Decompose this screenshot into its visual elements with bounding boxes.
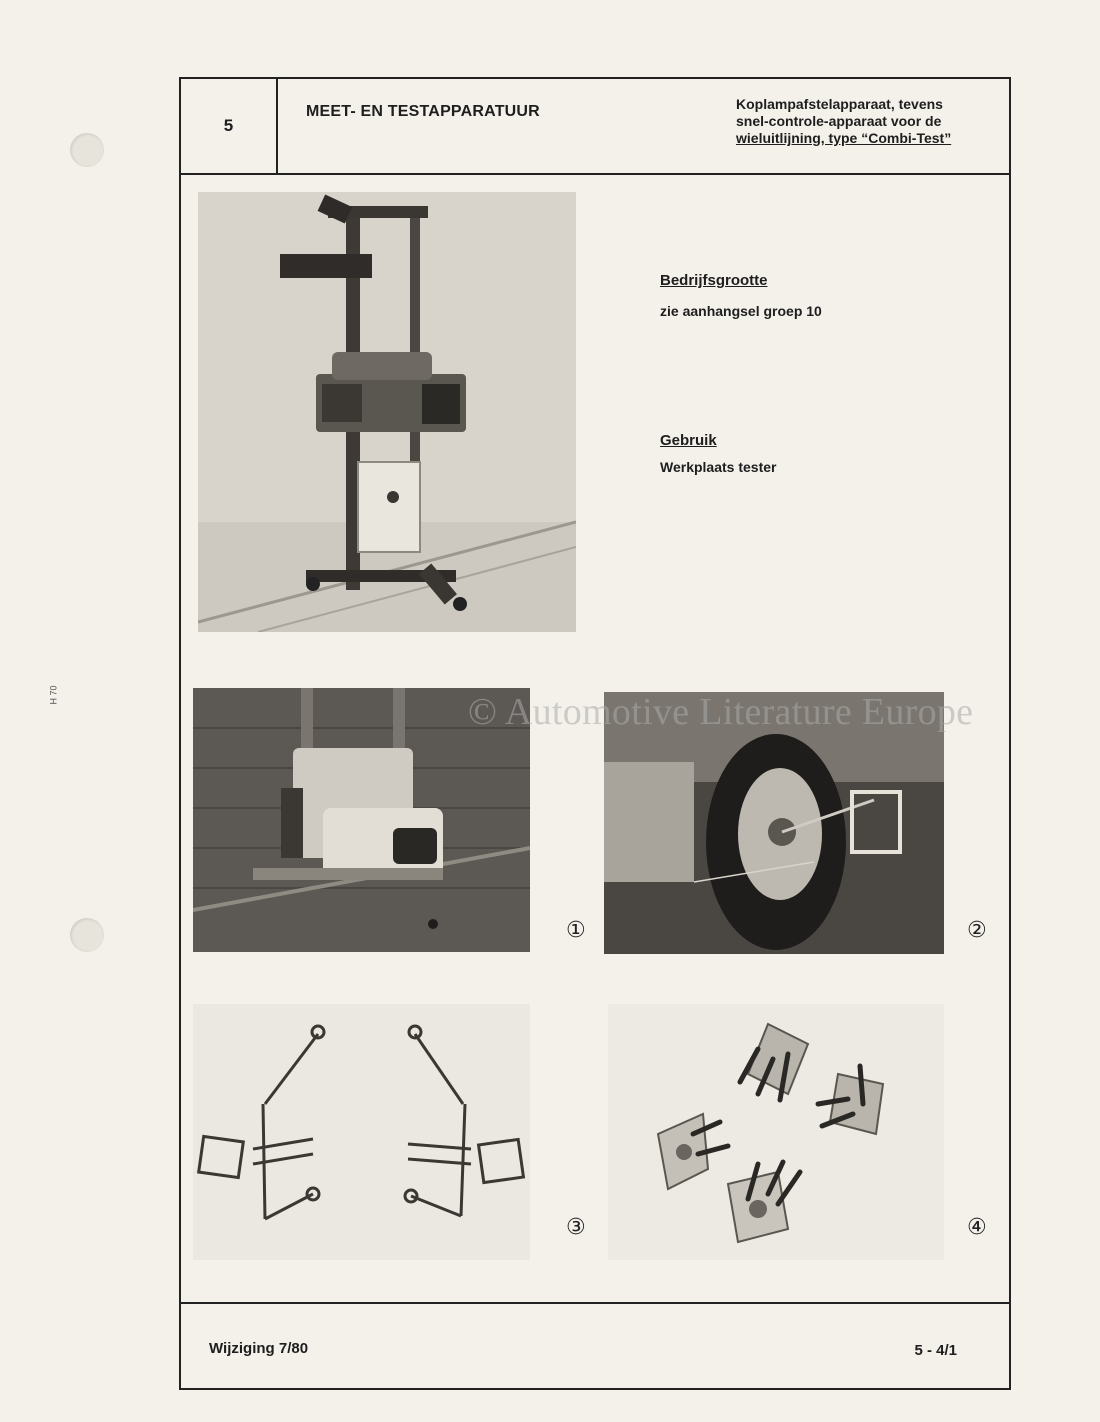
figure-2-label: ② — [967, 918, 987, 943]
size-value: zie aanhangsel groep 10 — [660, 303, 822, 319]
tester-illustration — [198, 192, 576, 632]
figure-4-label: ④ — [967, 1215, 987, 1240]
size-heading: Bedrijfsgrootte — [660, 272, 768, 289]
section-title: MEET- EN TESTAPPARATUUR — [306, 103, 540, 120]
use-info — [660, 432, 776, 475]
header-description — [736, 96, 1006, 147]
description-line-3: wieluitlijning, type “Combi-Test” — [736, 130, 952, 146]
use-value: Werkplaats tester — [660, 459, 777, 475]
figure-4-photo — [608, 1004, 944, 1260]
footer-box — [181, 1302, 1009, 1388]
size-info — [660, 272, 822, 319]
section-number: 5 — [181, 79, 278, 173]
figure-1-label: ① — [566, 918, 586, 943]
description-line-1: Koplampafstelapparaat, tevens — [736, 96, 943, 112]
revision-label: Wijziging 7/80 — [209, 1340, 309, 1357]
figure-3-label: ③ — [566, 1215, 586, 1240]
description-line-2: snel-controle-apparaat voor de — [736, 113, 942, 129]
punch-hole-bottom — [70, 918, 104, 952]
punch-hole-top — [70, 133, 104, 167]
figure-3-photo — [193, 1004, 530, 1260]
page-reference: 5 - 4/1 — [914, 1342, 957, 1359]
alignment-brackets-photo — [193, 1004, 530, 1260]
header-box — [181, 79, 1009, 175]
side-print-mark: H 70 — [48, 685, 59, 705]
mounting-plates-photo — [608, 1004, 944, 1260]
use-heading: Gebruik — [660, 432, 717, 449]
main-tester-photo — [198, 192, 576, 632]
copyright-watermark: © Automotive Literature Europe — [468, 691, 974, 733]
